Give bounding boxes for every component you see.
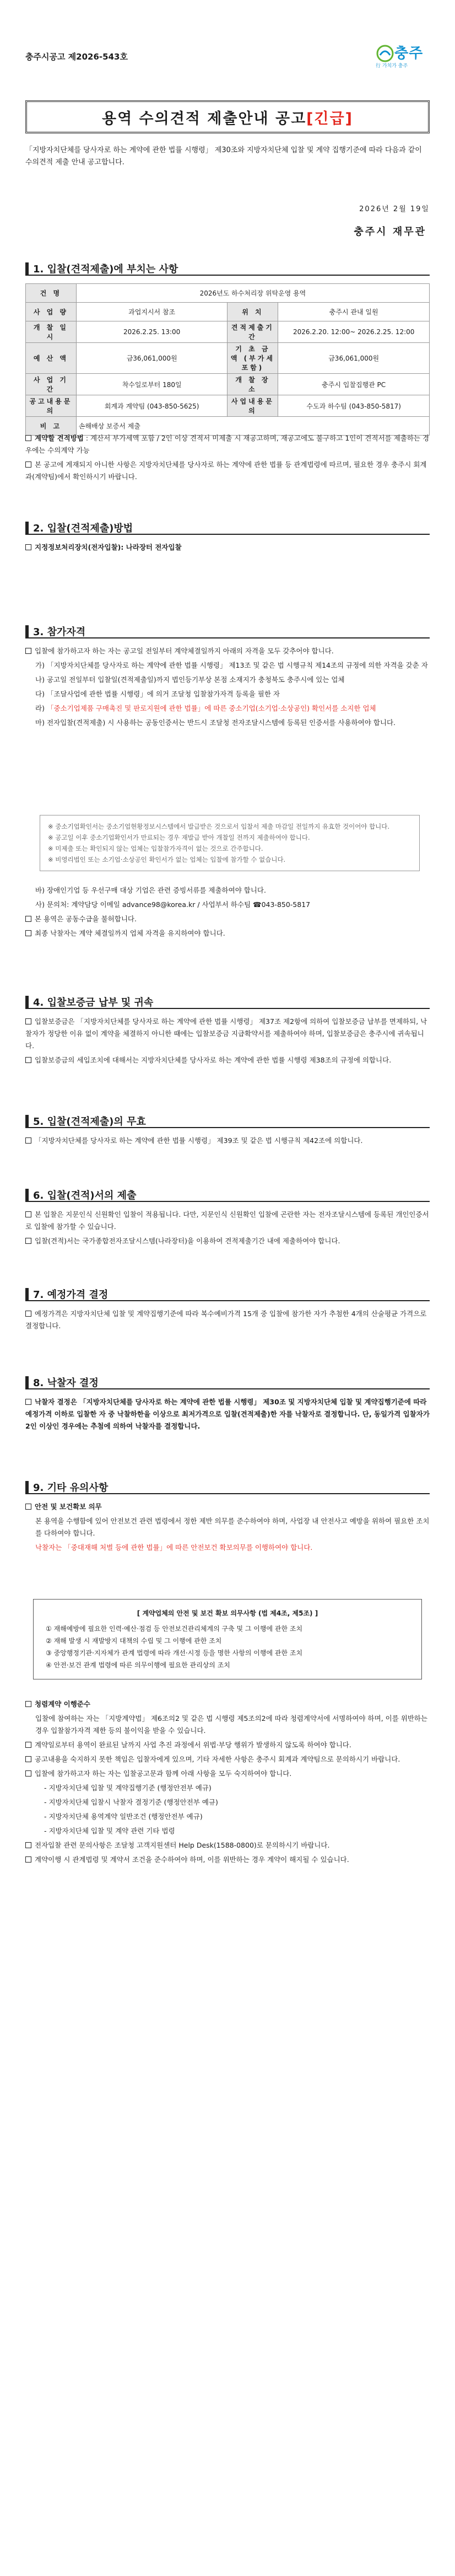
- checkbox-bullet: [25, 1211, 31, 1217]
- section-bar: [25, 262, 29, 276]
- section-8-body: 낙찰자 결정은 「지방자치단체를 당사자로 하는 계약에 관한 법률 시행령」 제30조 및 지방자치단체 입찰 및 계약집행기준에 따라 예정가격 이하로 입찰한 자 중 낙찰하한율 이상으로 최저가격으로 입찰(견적제출)한 자를 낙찰자로 결정합니다. 단, 동일가격 입찰자가 2인 이상인 경우에는 추첨에 의하여 낙찰자를 결정합니다.: [25, 1398, 430, 1430]
- section-heading-3: 3. 참가자격: [25, 622, 430, 638]
- section-9-body: 안전 및 보건확보 의무 본 용역을 수행함에 있어 안전보건 관련 법령에서 정한 제반 의무를 준수하여야 하며, 사업장 내 안전사고 예방을 위하여 필요한 조치를 다하여야 합니다. 낙찰자는 「중대재해 처벌 등에 관한 법률」에 따른 안전보건 확보의무를 이행하여야 합니다.: [25, 1501, 430, 1556]
- section-bar: [25, 1189, 29, 1202]
- table-header: 사업내용문의: [228, 395, 278, 417]
- section-heading-5: 5. 입찰(견적제출)의 무효: [25, 1112, 430, 1128]
- section-heading-6: 6. 입찰(견적)서의 제출: [25, 1185, 430, 1202]
- table-cell: 손해배상 보증서 제출: [76, 417, 429, 436]
- table-cell: 2026년도 하수처리장 위탁운영 용역: [76, 284, 429, 303]
- list-item: - 지방자치단체 입찰시 낙찰자 결정기준 (행정안전부 예규): [44, 1798, 218, 1806]
- section-3-body: 입찰에 참가하고자 하는 자는 공고일 전일부터 계약체결일까지 아래의 자격을 모두 갖추어야 합니다. 가) 「지방자치단체를 당사자로 하는 계약에 관한 법률 시행령」 제13조 및 같은 법 시행규칙 제14조의 규정에 의한 자격을 갖춘 자 나) 공고일 전일부터 입찰일(견적제출일)까지 법인등기부상 본점 소재지가 충청북도 충주시에 있는 업체 다) 「조달사업에 관한 법률 시행령」에 의거 조달청 입찰참가자격 등록을 필한 자 라) 「중소기업제품 구매촉진 및 판로지원에 관한 법률」에 따른 중소기업(소기업·소상공인) 확인서를 소지한 업체 마) 전자입찰(견적제출) 시 사용하는 공동인증서는 반드시 조달청 전자조달시스템에 등록된 인증서를 사용하여야 합니다.: [25, 645, 430, 731]
- table-cell: 과업지시서 참조: [76, 303, 228, 321]
- checkbox-bullet: [25, 1742, 31, 1748]
- checkbox-bullet: [25, 1311, 31, 1317]
- section-9-body-2: 청렴계약 이행준수 입찰에 참여하는 자는 「지방계약법」 제6조의2 및 같은 법 시행령 제5조의2에 따라 청렴계약서에 서명하여야 하며, 이를 위반하는 경우 입찰참가자격 제한 등의 불이익을 받을 수 있습니다. 계약일로부터 용역이 완료된 날까지 사업 추진 과정에서 위법·부당 행위가 발생하지 않도록 하여야 합니다. 공고내용을 숙지하지 못한 책임은 입찰자에게 있으며, 기타 자세한 사항은 충주시 회계과 계약팀으로 문의하시기 바랍니다. 입찰에 참가하고자 하는 자는 입찰공고문과 함께 아래 사항을 모두 숙지하여야 합니다. - 지방자치단체 입찰 및 계약집행기준 (행정안전부 예규) - 지방자치단체 입찰시 낙찰자 결정기준 (행정안전부 예규) - 지방자치단체 용역계약 일반조건 (행정안전부 예규) - 지방자치단체 입찰 및 계약 관련 기타 법령 전자입찰 관련 문의사항은 조달청 고객지원센터 Help Desk(1588-0800)로 문의하시기 바랍니다. 계약이행 시 관계법령 및 계약서 조건을 준수하여야 하며, 이를 위반하는 경우 계약이 해지될 수 있습니다.: [25, 1698, 430, 1868]
- section-7-body: 예정가격은 지방자치단체 입찰 및 계약집행기준에 따라 복수예비가격 15개 중 입찰에 참가한 자가 추첨한 4개의 산술평균 가격으로 결정합니다.: [25, 1310, 427, 1330]
- list-item: - 지방자치단체 용역계약 일반조건 (행정안전부 예규): [44, 1812, 203, 1821]
- notice-title-box: [25, 100, 430, 133]
- logo-mark-icon: [376, 44, 394, 63]
- eligibility-note-box: ※ 중소기업확인서는 중소기업현황정보시스템에서 발급받은 것으로서 입찰서 제출 마감일 전일까지 유효한 것이어야 합니다. ※ 공고일 이후 중소기업확인서가 만료되는 경우 재발급 받아 개찰일 전까지 제출하여야 합니다. ※ 미제출 또는 확인되지 않는 업체는 입찰참가자격이 없는 것으로 간주합니다. ※ 비영리법인 또는 소기업·소상공인 확인서가 없는 업체는 입찰에 참가할 수 없습니다.: [40, 815, 420, 871]
- section-heading-7: 7. 예정가격 결정: [25, 1285, 430, 1301]
- city-logo: [372, 41, 433, 69]
- section-1-body: 계약할 견적방법 : 계산서 부가세액 포함 / 2인 이상 견적서 미제출 시 재공고하며, 재공고에도 불구하고 1인이 견적서를 제출하는 경우에는 수의계약 가능 본 공고에 게재되지 아니한 사항은 지방자치단체를 당사자로 하는 계약에 관한 법률 등 관계법령에 따르며, 필요한 경우 충주시 회계과(계약팀)에서 확인하시기 바랍니다.: [25, 434, 430, 481]
- checkbox-bullet: [25, 435, 31, 441]
- section-bar: [25, 522, 29, 535]
- checkbox-bullet: [25, 1504, 31, 1510]
- checkbox-bullet: [25, 1770, 31, 1777]
- section-4-body: 입찰보증금은 「지방자치단체를 당사자로 하는 계약에 관한 법률 시행령」 제37조 제2항에 의하여 입찰보증금 납부를 면제하되, 낙찰자가 정당한 이유 없이 계약을 체결하지 아니한 때에는 입찰보증금 지급확약서를 제출하여야 하며, 입찰보증금은 충주시에 귀속됩니다. 입찰보증금의 세입조치에 대해서는 지방자치단체를 당사자로 하는 계약에 관한 법률 시행령 제38조의 규정에 의합니다.: [25, 1017, 427, 1064]
- notice-date: 2026년 2월 19일: [359, 205, 430, 213]
- urgent-tag: [긴급]: [306, 110, 354, 127]
- table-header: 사 업 량: [26, 303, 77, 321]
- issuer: 충주시 재무관: [354, 226, 426, 238]
- table-cell: 착수일로부터 180일: [76, 374, 228, 395]
- notice-title: 용역 수의견적 제출안내 공고: [101, 110, 307, 127]
- section-bar: [25, 625, 29, 638]
- section-heading-2: 2. 입찰(견적제출)방법: [25, 518, 430, 535]
- table-header: 공고내용문의: [26, 395, 77, 417]
- table-cell: 금36,061,000원: [76, 343, 228, 374]
- table-cell: 수도과 하수팀 (043-850-5817): [278, 395, 430, 417]
- logo-subtext: 行 가치가 충주: [376, 63, 408, 69]
- table-header: 견적제출기간: [228, 321, 278, 343]
- list-item: ② 재해 발생 시 재발방지 대책의 수립 및 그 이행에 관한 조치: [46, 1637, 222, 1645]
- table-cell: 충주시 관내 일원: [278, 303, 430, 321]
- table-header: 개 찰 장 소: [228, 374, 278, 395]
- checkbox-bullet: [25, 1756, 31, 1762]
- checkbox-bullet: [25, 461, 31, 468]
- checkbox-bullet: [25, 1018, 31, 1024]
- safety-duty-box: [33, 1599, 422, 1679]
- checkbox-bullet: [25, 648, 31, 654]
- section-bar: [25, 1288, 29, 1301]
- table-cell: 2026.2.25. 13:00: [76, 321, 228, 343]
- table-header: 위 치: [228, 303, 278, 321]
- section-heading-8: 8. 낙찰자 결정: [25, 1373, 430, 1389]
- checkbox-bullet: [25, 1137, 31, 1144]
- table-header: 개 찰 일 시: [26, 321, 77, 343]
- intro-text: 「지방자치단체를 당사자로 하는 계약에 관한 법률 시행령」 제30조와 지방자치단체 입찰 및 계약 집행기준에 따라 다음과 같이 수의견적 제출 안내 공고합니다.: [25, 146, 422, 167]
- table-cell: 회계과 계약팀 (043-850-5625): [76, 395, 228, 417]
- table-header: 기 초 금 액 (부가세포함): [228, 343, 278, 374]
- section-bar: [25, 1481, 29, 1494]
- table-header: 건 명: [26, 284, 77, 303]
- table-header: 예 산 액: [26, 343, 77, 374]
- checkbox-bullet: [25, 544, 31, 550]
- section-5-body: 「지방자치단체를 당사자로 하는 계약에 관한 법률 시행령」 제39조 및 같은 법 시행규칙 제42조에 의합니다.: [25, 1135, 430, 1149]
- table-cell: 충주시 입찰집행관 PC: [278, 374, 430, 395]
- table-header: 사 업 기 간: [26, 374, 77, 395]
- section-6-body: 본 입찰은 지문인식 신원확인 입찰이 적용됩니다. 다만, 지문인식 신원확인 입찰에 곤란한 자는 전자조달시스템에 등록된 개인인증서로 입찰에 참가할 수 있습니다. 입찰(견적)서는 국가종합전자조달시스템(나라장터)을 이용하여 견적제출기간 내에 제출하여야 합니다.: [25, 1210, 429, 1245]
- list-item: - 지방자치단체 입찰 및 계약 관련 기타 법령: [44, 1827, 175, 1835]
- checkbox-bullet: [25, 1856, 31, 1863]
- logo-text: 충주: [394, 45, 424, 62]
- table-cell: 금36,061,000원: [278, 343, 430, 374]
- checkbox-bullet: [25, 930, 31, 936]
- safety-box-title: [ 계약업체의 안전 및 보건 확보 의무사항 (법 제4조, 제5조) ]: [137, 1609, 318, 1617]
- section-bar: [25, 1376, 29, 1389]
- section-2-body: 지정정보처리장치(전자입찰): 나라장터 전자입찰: [25, 541, 430, 556]
- checkbox-bullet: [25, 1842, 31, 1848]
- checkbox-bullet: [25, 1701, 31, 1707]
- doc-number: 충주시공고 제2026-543호: [25, 52, 128, 62]
- table-header: 비 고: [26, 417, 77, 436]
- list-item: ① 재해예방에 필요한 인력·예산·점검 등 안전보건관리체계의 구축 및 그 이행에 관한 조치: [46, 1625, 303, 1633]
- list-item: ④ 안전·보건 관계 법령에 따른 의무이행에 필요한 관리상의 조치: [46, 1661, 230, 1669]
- checkbox-bullet: [25, 1238, 31, 1244]
- info-table: [25, 283, 430, 436]
- section-bar: [25, 996, 29, 1009]
- list-item: - 지방자치단체 입찰 및 계약집행기준 (행정안전부 예규): [44, 1784, 212, 1792]
- section-bar: [25, 1115, 29, 1128]
- section-3-body-2: 바) 장애인기업 등 우선구매 대상 기업은 관련 증빙서류를 제출하여야 합니다. 사) 문의처: 계약담당 이메일 advance98@korea.kr / 사업부서 하수팀 ☎043-850-5817 본 용역은 공동수급을 불허합니다. 최종 낙찰자는 계약 체결일까지 업체 자격을 유지하여야 합니다.: [25, 884, 430, 942]
- checkbox-bullet: [25, 1057, 31, 1063]
- section-heading-1: 1. 입찰(견적제출)에 부치는 사항: [25, 259, 430, 276]
- checkbox-bullet: [25, 916, 31, 922]
- section-heading-9: 9. 기타 유의사항: [25, 1478, 430, 1494]
- section-heading-4: 4. 입찰보증금 납부 및 귀속: [25, 992, 430, 1009]
- list-item: ③ 중앙행정기관·지자체가 관계 법령에 따라 개선·시정 등을 명한 사항의 이행에 관한 조치: [46, 1649, 303, 1657]
- table-cell: 2026.2.20. 12:00~ 2026.2.25. 12:00: [278, 321, 430, 343]
- checkbox-bullet: [25, 1399, 31, 1405]
